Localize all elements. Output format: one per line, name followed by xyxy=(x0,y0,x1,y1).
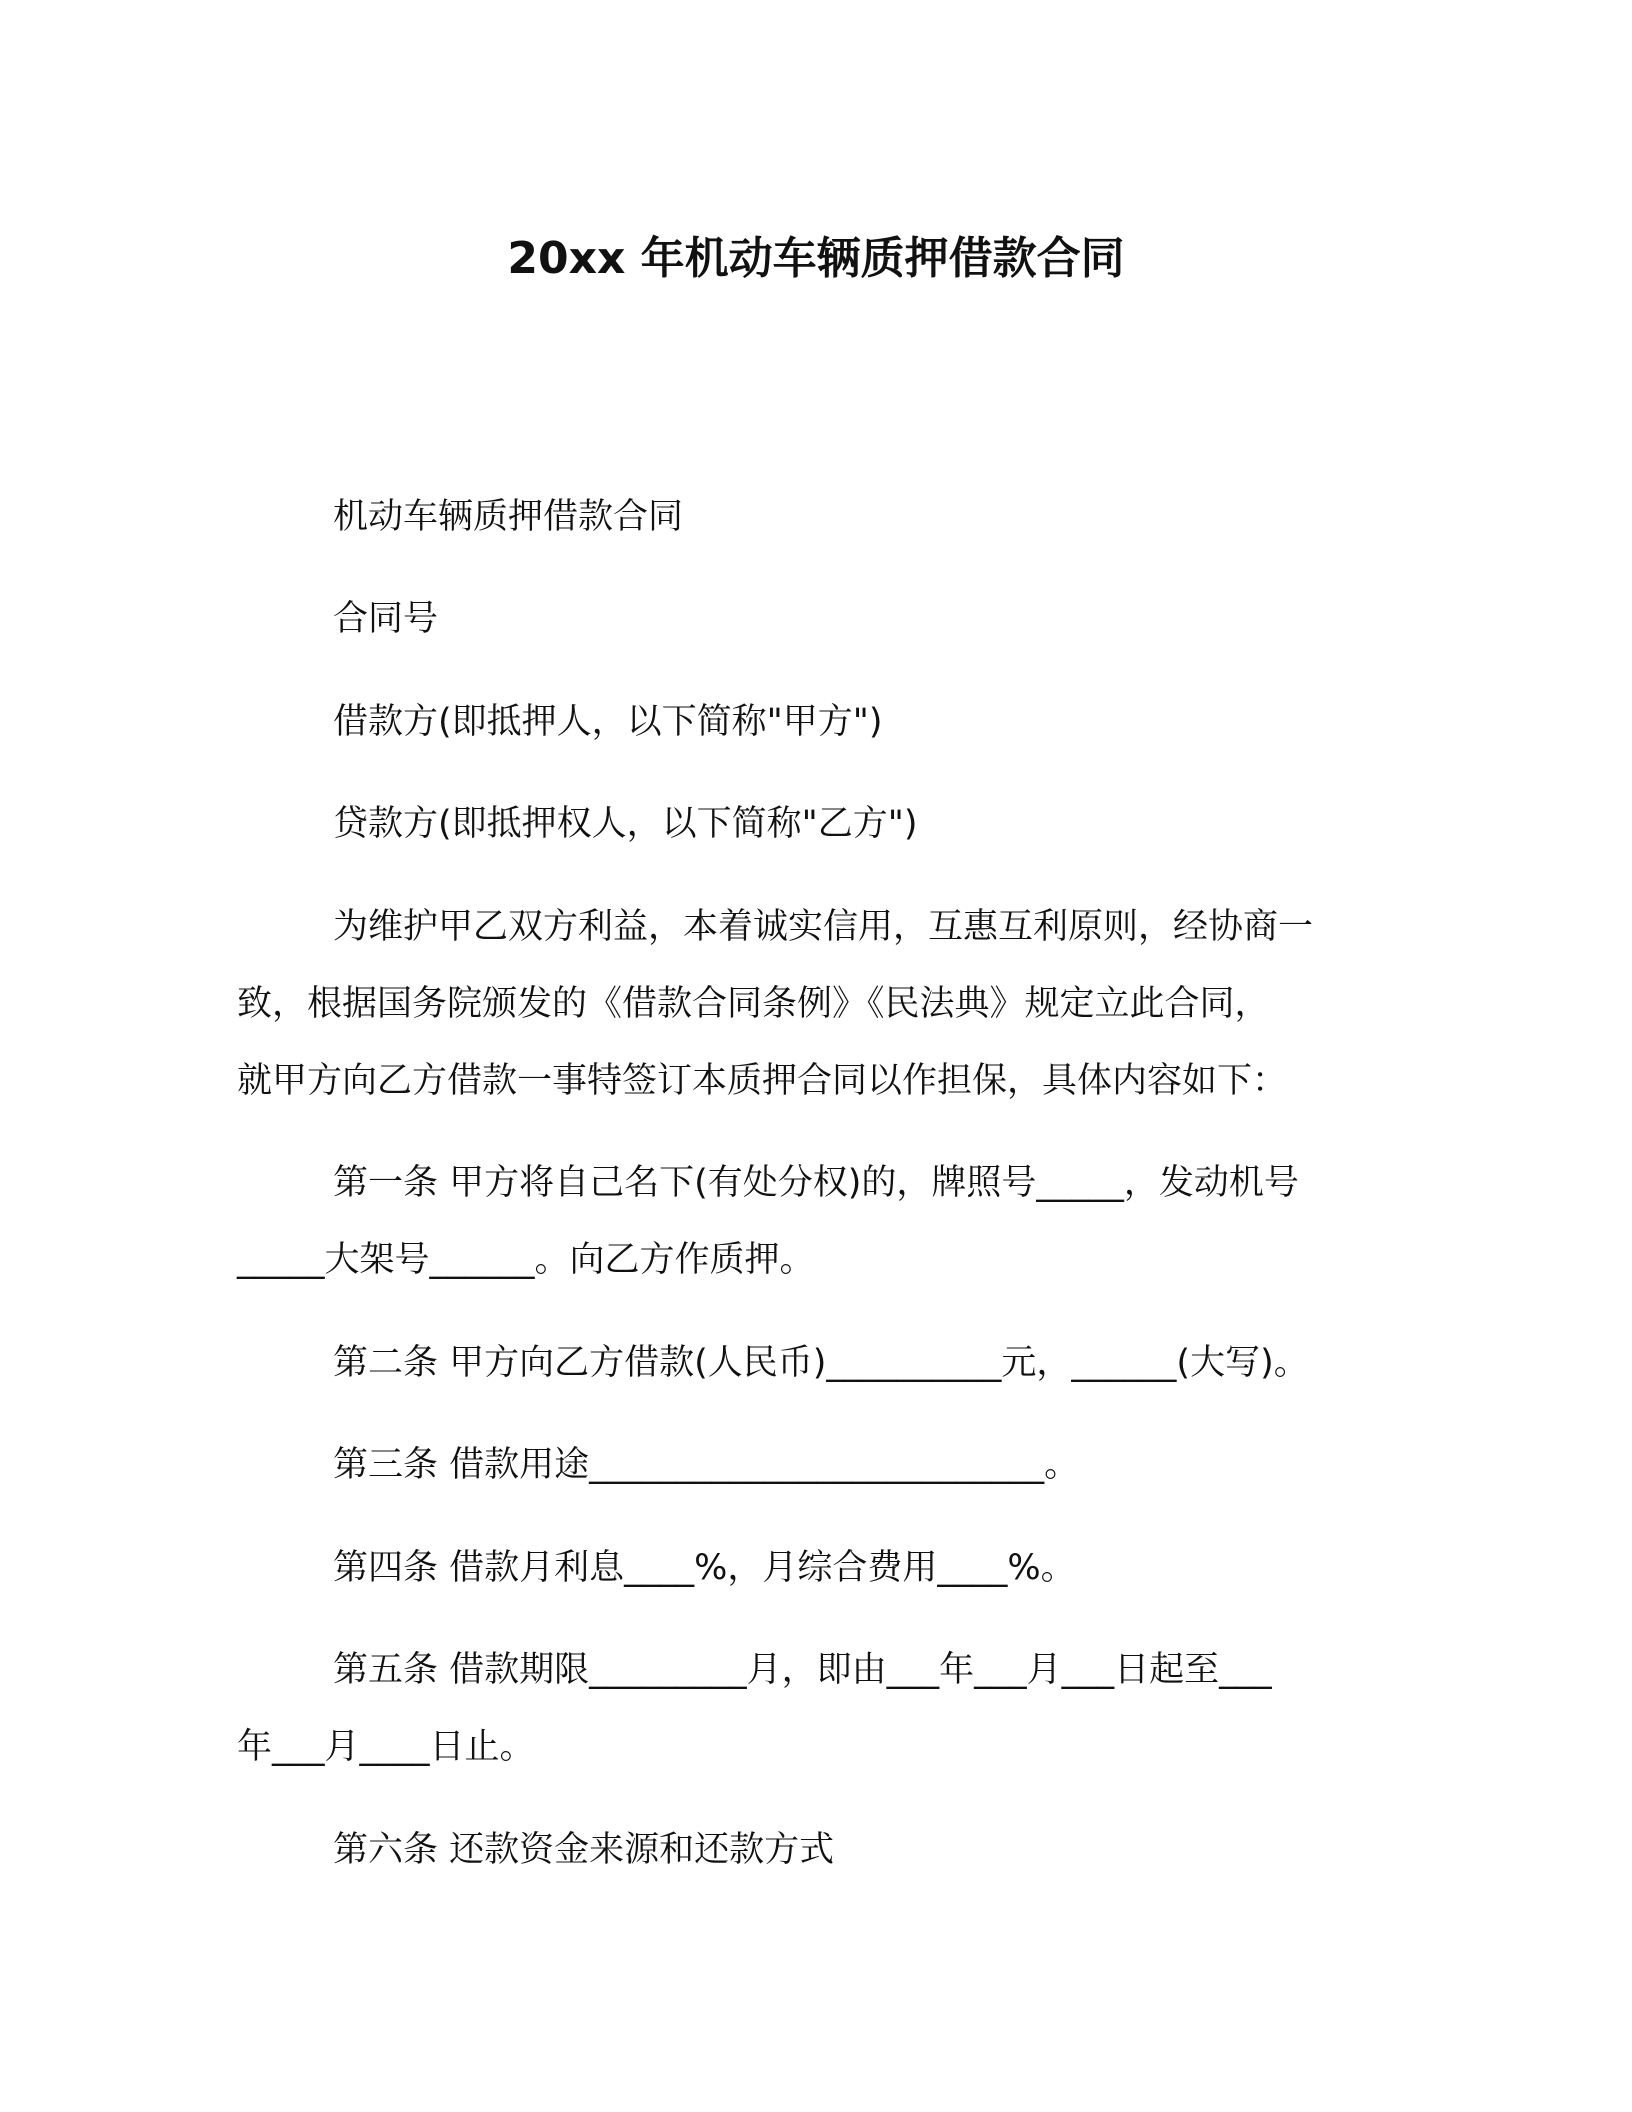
article-1-line-1: 第一条 甲方将自己名下(有处分权)的，牌照号_____，发动机号 xyxy=(333,1163,1299,1203)
article-3: 第三条 借款用途__________________________。 xyxy=(333,1445,1080,1485)
article-2: 第二条 甲方向乙方借款(人民币)__________元，______(大写)。 xyxy=(333,1343,1309,1383)
article-5-line-2: 年___月____日止。 xyxy=(237,1727,535,1767)
lender-party: 贷款方(即抵押权人，以下简称"乙方") xyxy=(333,804,918,844)
preamble-line-1: 为维护甲乙双方利益，本着诚实信用，互惠互利原则，经协商一 xyxy=(333,907,1314,947)
article-4: 第四条 借款月利息____%，月综合费用____%。 xyxy=(333,1548,1076,1588)
preamble-line-3: 就甲方向乙方借款一事特签订本质押合同以作担保，具体内容如下： xyxy=(237,1061,1288,1101)
document-title: 20xx 年机动车辆质押借款合同 xyxy=(507,233,1125,284)
borrower-party: 借款方(即抵押人，以下简称"甲方") xyxy=(333,702,883,742)
article-1-line-2: _____大架号______。向乙方作质押。 xyxy=(237,1240,815,1280)
contract-number-label: 合同号 xyxy=(333,599,439,639)
preamble-line-2: 致，根据国务院颁发的《借款合同条例》《民法典》规定立此合同， xyxy=(237,984,1270,1024)
article-6: 第六条 还款资金来源和还款方式 xyxy=(333,1830,835,1870)
contract-heading: 机动车辆质押借款合同 xyxy=(333,497,684,537)
article-5-line-1: 第五条 借款期限_________月，即由___年___月___日起至___ xyxy=(333,1650,1272,1690)
